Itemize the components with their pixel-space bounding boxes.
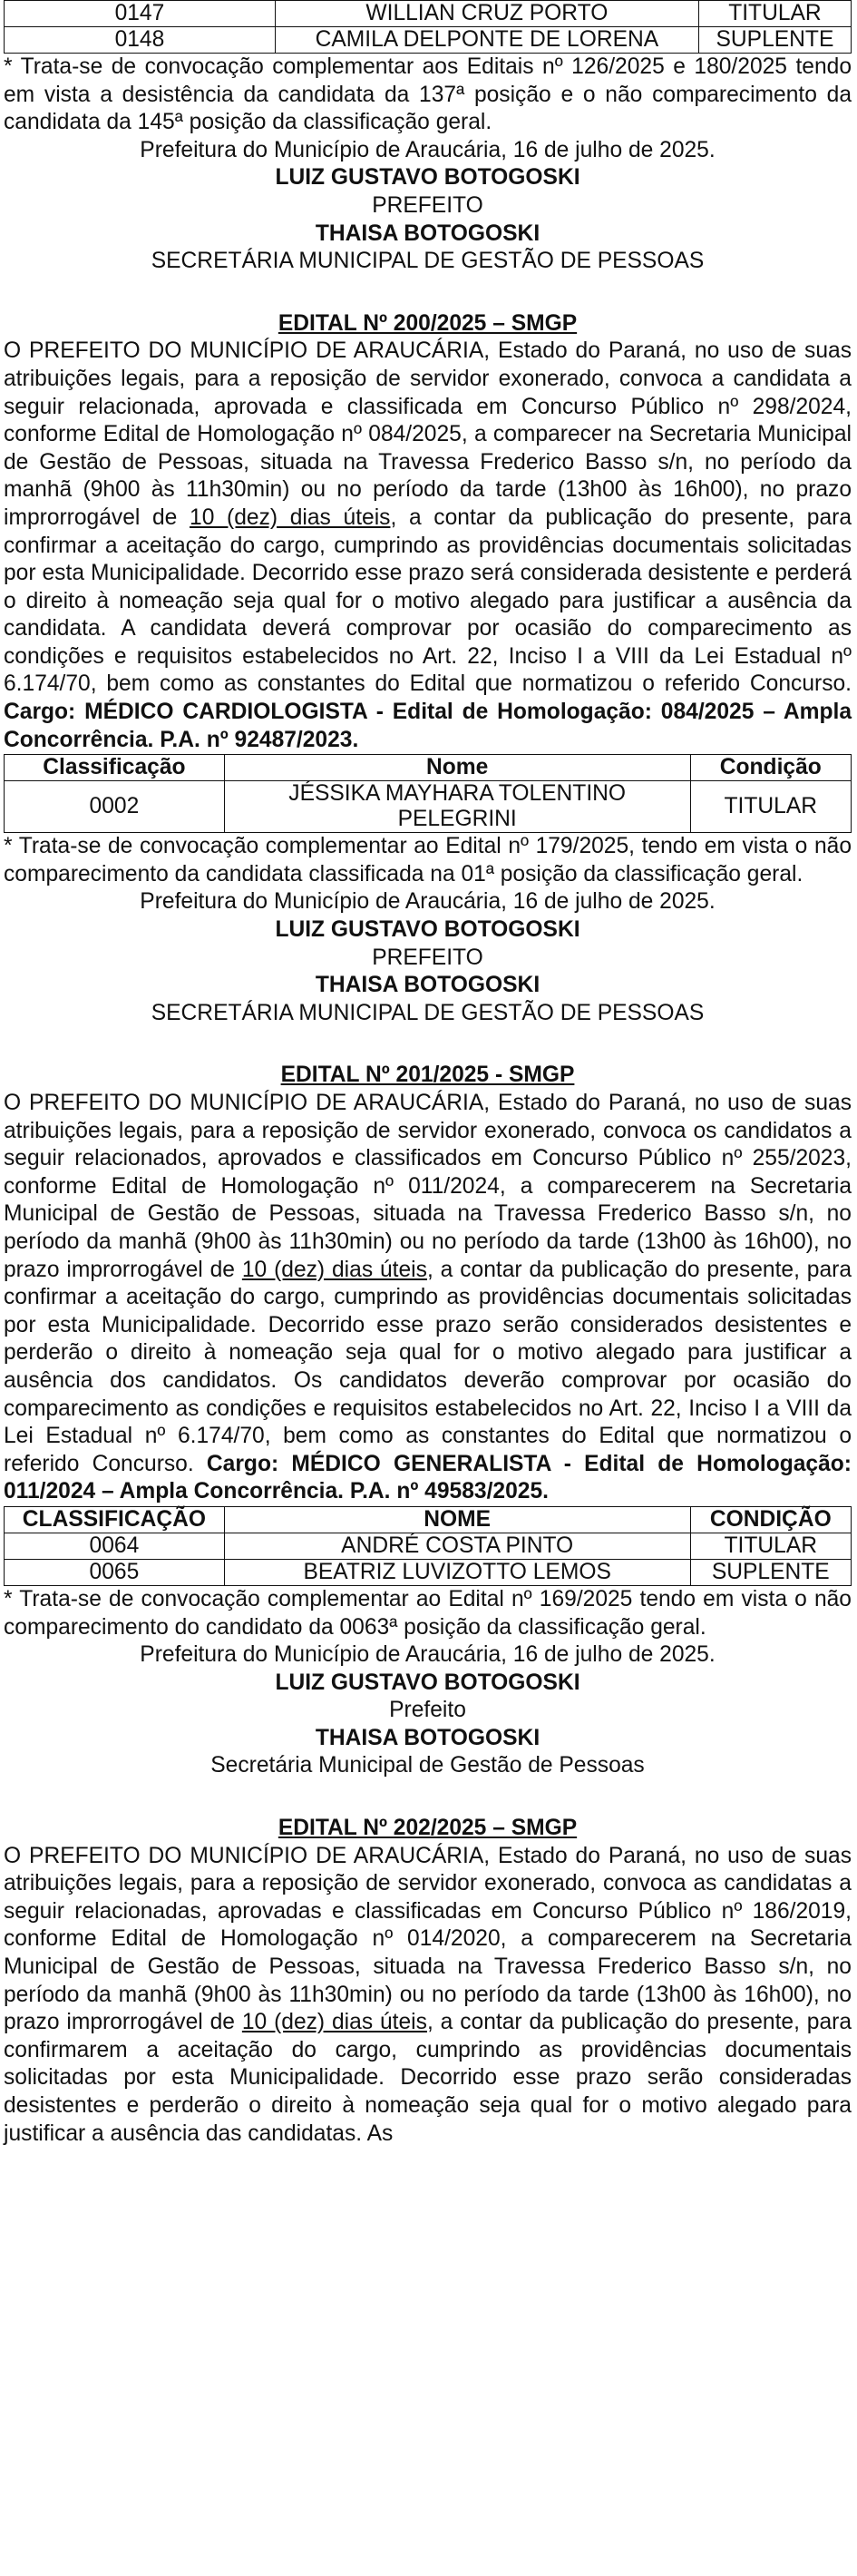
name-cell: ANDRÉ COSTA PINTO [224,1533,690,1559]
table-row [5,1,852,27]
edital-title: EDITAL Nº 200/2025 – SMGP [278,310,578,336]
condition-cell: SUPLENTE [698,27,851,54]
classification-cell: 0148 [5,27,276,54]
signatory-role: SECRETÁRIA MUNICIPAL DE GESTÃO DE PESSOAS [151,249,705,274]
place-date: Prefeitura do Município de Araucária, 16 de julho de 2025. [140,137,716,162]
place-date: Prefeitura do Município de Araucária, 16 de julho de 2025. [140,1642,716,1668]
edital-body: O PREFEITO DO MUNICÍPIO DE ARAUCÁRIA, Estado do Paraná, no uso de suas atribuições legais, para a reposição de servidor exonerado, convoca a candidata a seguir relacionada, aprovada e classificada em Concurso Público nº 298/2024, conforme Edital de Homologação nº 084/2025, a comparecer na Secretaria Municipal de Gestão de Pessoas, situada na Travessa Frederico Basso s/n, no período da manhã (9h00 às 11h30min) ou no período da tarde (13h00 às 16h00), no prazo improrrogável de 10 (dez) dias úteis, a contar da publicação do presente, para confirmar a aceitação do cargo, cumprindo as providências documentais solicitadas por esta Municipalidade. Decorrido esse prazo será considerada desistente e perderá o direito à nomeação seja qual for o motivo alegado para justificar a ausência da candidata. A candidata deverá comprovar por ocasião do comparecimento as condições e requisitos estabelecidos no Art. 22, Inciso I a VIII da Lei Estadual nº 6.174/70, bem como as constantes do Edital que normatizou o referido Concurso. Cargo: MÉDICO CARDIOLOGISTA - Edital de Homologação: 084/2025 – Ampla Concorrência. P.A. nº 92487/2023. [4,338,852,752]
signatory-name: THAISA BOTOGOSKI [315,1725,540,1750]
table-row [5,1559,852,1585]
edital-body: O PREFEITO DO MUNICÍPIO DE ARAUCÁRIA, Estado do Paraná, no uso de suas atribuições legais, para a reposição de servidor exonerado, convoca as candidatas a seguir relacionadas, aprovadas e classificadas em Concurso Público nº 186/2019, conforme Edital de Homologação nº 014/2020, a comparecerem na Secretaria Municipal de Gestão de Pessoas, situada na Travessa Frederico Basso s/n, no período da manhã (9h00 às 11h30min) ou no período da tarde (13h00 às 16h00), no prazo improrrogável de 10 (dez) dias úteis, a contar da publicação do presente, para confirmarem a aceitação do cargo, cumprindo as providências documentais solicitadas por esta Municipalidade. Decorrido esse prazo serão consideradas desistentes e perderão o direito à nomeação seja qual for o motivo alegado para justificar a ausência das candidatas. As [4,1843,852,2146]
note: * Trata-se de convocação complementar ao Edital nº 179/2025, tendo em vista o não comparecimento da candidata classificada na 01ª posição da classificação geral. [4,834,852,886]
condition-cell: TITULAR [690,781,851,833]
condition-cell: TITULAR [690,1533,851,1559]
edital-title: EDITAL Nº 202/2025 – SMGP [278,1816,578,1841]
condition-cell: SUPLENTE [690,1559,851,1585]
signatory-role: Prefeito [389,1698,466,1723]
table-row [5,1533,852,1559]
classification-cell: 0064 [5,1533,225,1559]
name-cell: CAMILA DELPONTE DE LORENA [275,27,698,54]
signatory-name: LUIZ GUSTAVO BOTOGOSKI [275,917,580,943]
classification-cell: 0065 [5,1559,225,1585]
condition-cell: TITULAR [698,1,851,27]
note: * Trata-se de convocação complementar aos Editais nº 126/2025 e 180/2025 tendo em vista a desistência da candidata da 137ª posição e o não comparecimento da candidata da 145ª posição da classificação geral. [4,54,852,135]
signatory-name: LUIZ GUSTAVO BOTOGOSKI [275,1670,580,1695]
candidates-table [4,1506,852,1586]
candidates-table [4,754,852,833]
table-header-row [5,1506,852,1533]
name-cell: JÉSSIKA MAYHARA TOLENTINO PELEGRINI [224,781,690,833]
signatory-role: PREFEITO [372,945,483,970]
column-header: CONDIÇÃO [690,1506,851,1533]
signatory-name: LUIZ GUSTAVO BOTOGOSKI [275,165,580,191]
column-header: CLASSIFICAÇÃO [5,1506,225,1533]
table-row [5,781,852,833]
signatory-role: PREFEITO [372,192,483,218]
edital-body: O PREFEITO DO MUNICÍPIO DE ARAUCÁRIA, Estado do Paraná, no uso de suas atribuições legais, para a reposição de servidor exonerado, convoca os candidatos a seguir relacionados, aprovados e classificados em Concurso Público nº 255/2023, conforme Edital de Homologação nº 011/2024, a comparecerem na Secretaria Municipal de Gestão de Pessoas, situada na Travessa Frederico Basso s/n, no período da manhã (9h00 às 11h30min) ou no período da tarde (13h00 às 16h00), no prazo improrrogável de 10 (dez) dias úteis, a contar da publicação do presente, para confirmar a aceitação do cargo, cumprindo as providências documentais solicitadas por esta Municipalidade. Decorrido esse prazo serão considerados desistentes e perderão o direito à nomeação seja qual for o motivo alegado para justificar a ausência dos candidatos. Os candidatos deverão comprovar por ocasião do comparecimento as condições e requisitos estabelecidos no Art. 22, Inciso I a VIII da Lei Estadual nº 6.174/70, bem como as constantes do Edital que normatizou o referido Concurso. Cargo: MÉDICO GENERALISTA - Edital de Homologação: 011/2024 – Ampla Concorrência. P.A. nº 49583/2025. [4,1091,852,1504]
signatory-role: SECRETÁRIA MUNICIPAL DE GESTÃO DE PESSOAS [151,1000,705,1025]
column-header: Classificação [5,755,225,781]
place-date: Prefeitura do Município de Araucária, 16 de julho de 2025. [140,889,716,915]
column-header: Condição [690,755,851,781]
top-table [4,0,852,54]
table-row [5,27,852,54]
edital-title: EDITAL Nº 201/2025 - SMGP [280,1063,575,1088]
signatory-name: THAISA BOTOGOSKI [315,220,540,246]
signatory-role: Secretária Municipal de Gestão de Pessoas [210,1753,645,1778]
name-cell: BEATRIZ LUVIZOTTO LEMOS [224,1559,690,1585]
classification-cell: 0147 [5,1,276,27]
column-header: NOME [224,1506,690,1533]
note: * Trata-se de convocação complementar ao Edital nº 169/2025 tendo em vista o não comparecimento do candidato da 0063ª posição da classificação geral. [4,1586,852,1640]
column-header: Nome [224,755,690,781]
name-cell: WILLIAN CRUZ PORTO [275,1,698,27]
table-header-row [5,755,852,781]
signatory-name: THAISA BOTOGOSKI [315,973,540,998]
classification-cell: 0002 [5,781,225,833]
